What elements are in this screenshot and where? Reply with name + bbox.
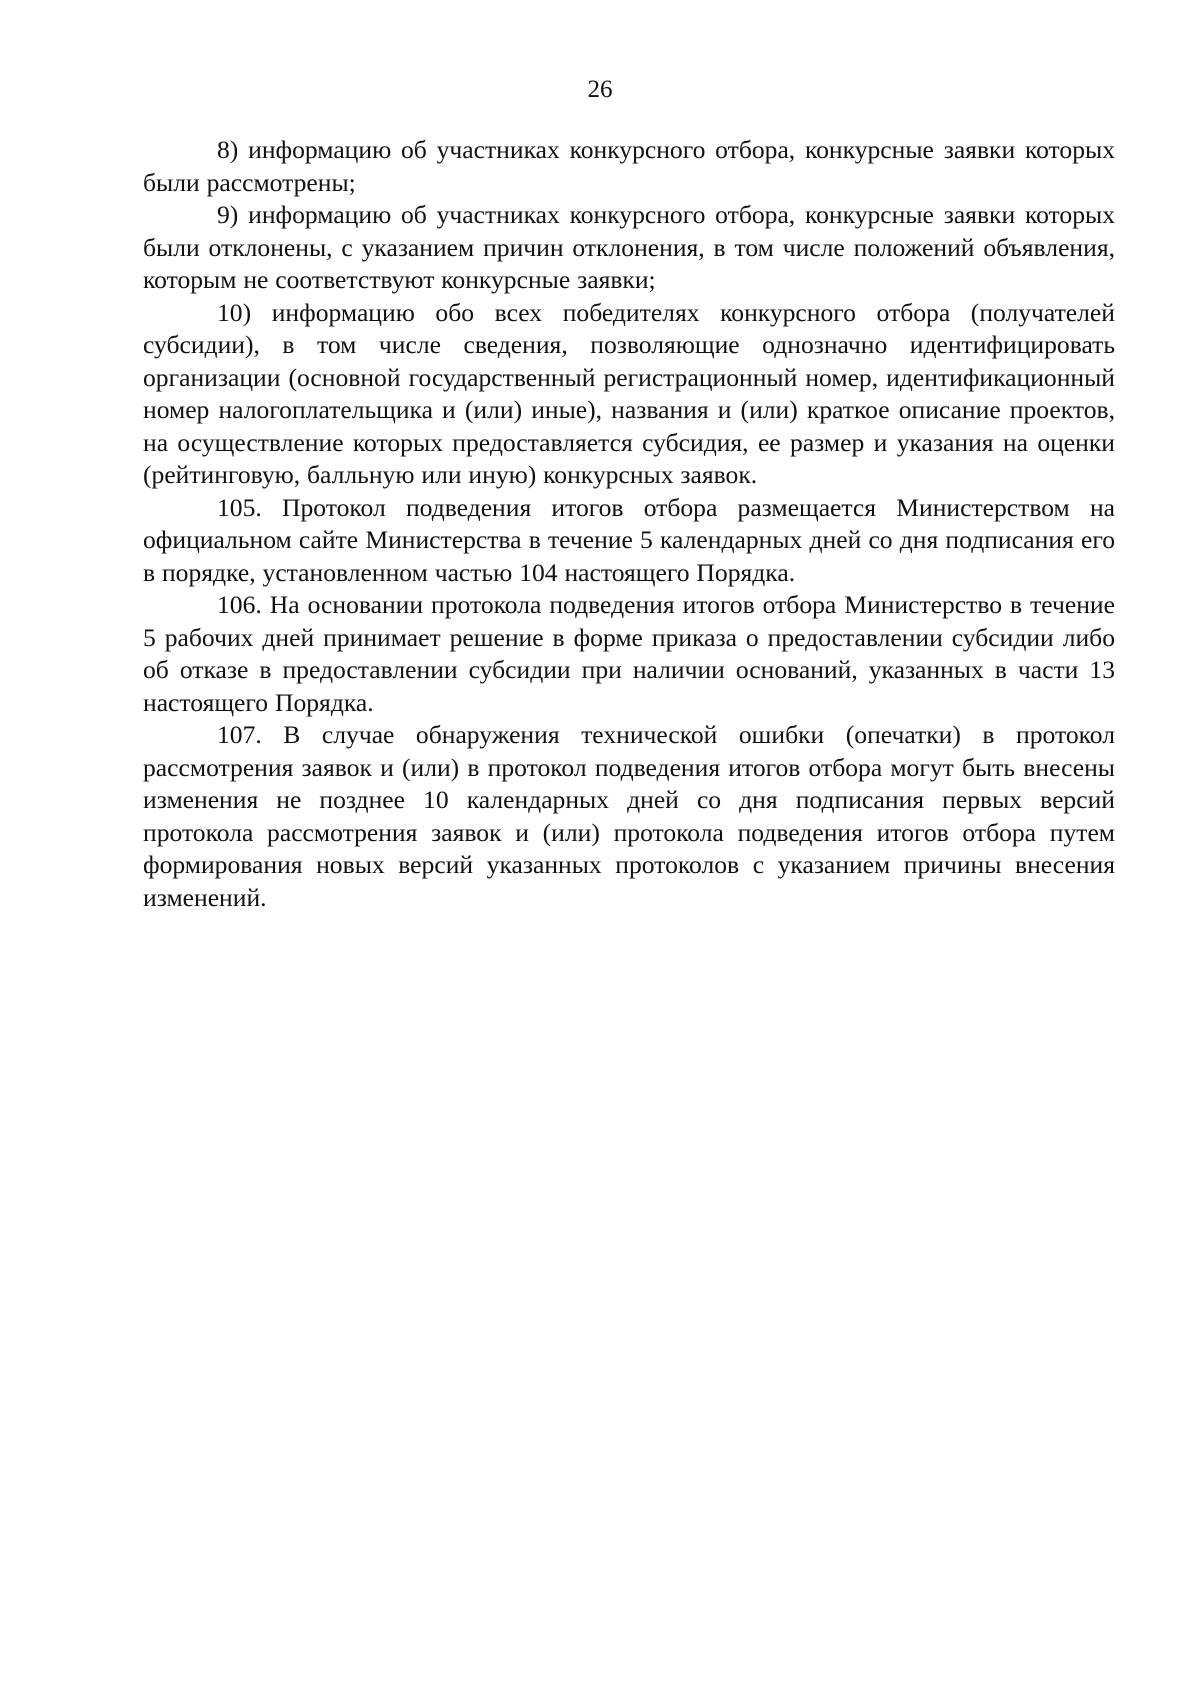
document-body [143, 134, 1115, 914]
paragraph-105: 105. Протокол подведения итогов отбора размещается Министерством на официальном сайте Министерства в течение 5 календарных дней со дня подписания его в порядке, установленном частью 104 настоящего Порядка. [143, 492, 1115, 587]
paragraph-item-9: 9) информацию об участниках конкурсного отбора, конкурсные заявки которых были отклонены, с указанием причин отклонения, в том числе положений объявления, которым не соответствуют конкурсные заявки; [143, 200, 1115, 294]
paragraph-item-8: 8) информацию об участниках конкурсного отбора, конкурсные заявки которых были рассмотрены; [143, 135, 1115, 197]
paragraph-106: 106. На основании протокола подведения итогов отбора Министерство в течение 5 рабочих дней принимает решение в форме приказа о предоставлении субсидии либо об отказе в предоставлении субсидии при наличии оснований, указанных в части 13 настоящего Порядка. [143, 590, 1115, 717]
paragraph-107: 107. В случае обнаружения технической ошибки (опечатки) в протокол рассмотрения заявок и (или) в протокол подведения итогов отбора могут быть внесены изменения не позднее 10 календарных дней со дня подписания первых версий протокола рассмотрения заявок и (или) протокола подведения итогов отбора путем формирования новых версий указанных протоколов с указанием причины внесения изменений. [143, 720, 1115, 912]
page-number: 26 [587, 76, 613, 103]
paragraph-item-10: 10) информацию обо всех победителях конкурсного отбора (получателей субсидии), в том числе сведения, позволяющие однозначно идентифицировать организации (основной государственный регистрационный номер, идентификационный номер налогоплательщика и (или) иные), названия и (или) краткое описание проектов, на осуществление которых предоставляется субсидия, ее размер и указания на оценки (рейтинговую, балльную или иную) конкурсных заявок. [143, 297, 1115, 489]
